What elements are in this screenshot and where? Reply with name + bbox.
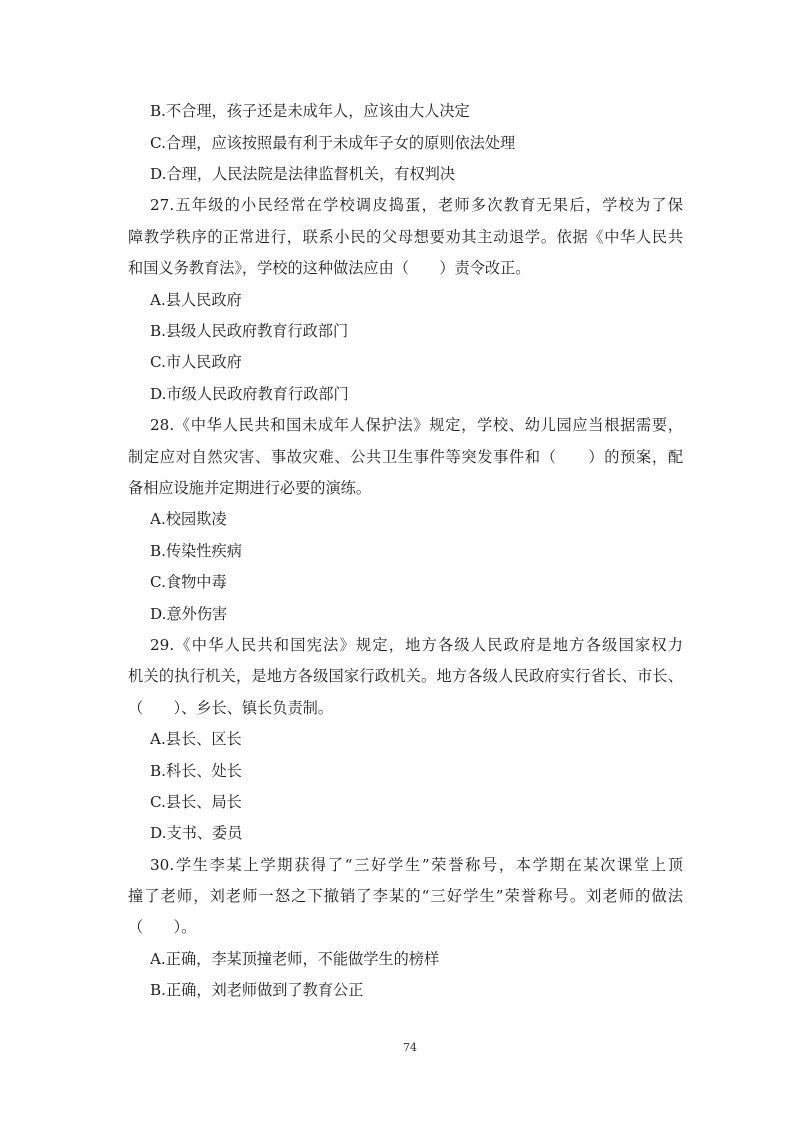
page-body <box>0 96 800 1006</box>
q26-option-b: B.不合理，孩子还是未成年人，应该由大人决定 <box>150 102 470 121</box>
q27-option-b: B.县级人民政府教育行政部门 <box>150 322 349 341</box>
q27-option-c: C.市人民政府 <box>150 353 242 372</box>
q30-stem-line-1: 30.学生李某上学期获得了“三好学生”荣誉称号，本学期在某次课堂上顶 <box>150 855 683 874</box>
q29-stem-line-2: 机关的执行机关，是地方各级国家行政机关。地方各级人民政府实行省长、市长、 <box>128 667 683 686</box>
q27-stem-line-1: 27.五年级的小民经常在学校调皮捣蛋，老师多次教育无果后，学校为了保 <box>150 196 683 215</box>
q27-option-d: D.市级人民政府教育行政部门 <box>150 384 349 403</box>
q30-stem-line-2: 撞了老师，刘老师一怒之下撤销了李某的“三好学生”荣誉称号。刘老师的做法 <box>128 887 683 906</box>
q30-option-b: B.正确，刘老师做到了教育公正 <box>150 981 364 1000</box>
q27-stem-line-3: 和国义务教育法》，学校的这种做法应由（ ）责令改正。 <box>128 259 531 278</box>
q28-option-a: A.校园欺凌 <box>150 510 227 529</box>
q28-option-c: C.食物中毒 <box>150 573 227 592</box>
q29-stem-line-3: （ ）、乡长、镇长负责制。 <box>128 698 334 717</box>
q28-option-d: D.意外伤害 <box>150 604 228 623</box>
q29-option-c: C.县长、局长 <box>150 792 242 811</box>
q28-stem-line-1: 28.《中华人民共和国未成年人保护法》规定，学校、幼儿园应当根据需要， <box>150 416 683 435</box>
q26-option-d: D.合理，人民法院是法律监督机关，有权判决 <box>150 165 456 184</box>
q29-stem-line-1: 29.《中华人民共和国宪法》规定，地方各级人民政府是地方各级国家权力 <box>150 635 683 654</box>
q28-stem-line-2: 制定应对自然灾害、事故灾难、公共卫生事件等突发事件和（ ）的预案，配 <box>128 447 683 466</box>
q27-option-a: A.县人民政府 <box>150 290 242 309</box>
q28-option-b: B.传染性疾病 <box>150 541 242 560</box>
q26-option-c: C.合理，应该按照最有利于未成年子女的原则依法处理 <box>150 133 516 152</box>
q29-option-a: A.县长、区长 <box>150 730 242 749</box>
q29-option-d: D.支书、委员 <box>150 824 243 843</box>
q30-option-a: A.正确，李某顶撞老师，不能做学生的榜样 <box>150 949 440 968</box>
page-number: 74 <box>403 1041 417 1054</box>
q29-option-b: B.科长、处长 <box>150 761 242 780</box>
q28-stem-line-3: 备相应设施并定期进行必要的演练。 <box>128 478 371 497</box>
q30-stem-line-3: （ ）。 <box>128 918 197 937</box>
q27-stem-line-2: 障教学秩序的正常进行，联系小民的父母想要劝其主动退学。依据《中华人民共 <box>128 227 683 246</box>
